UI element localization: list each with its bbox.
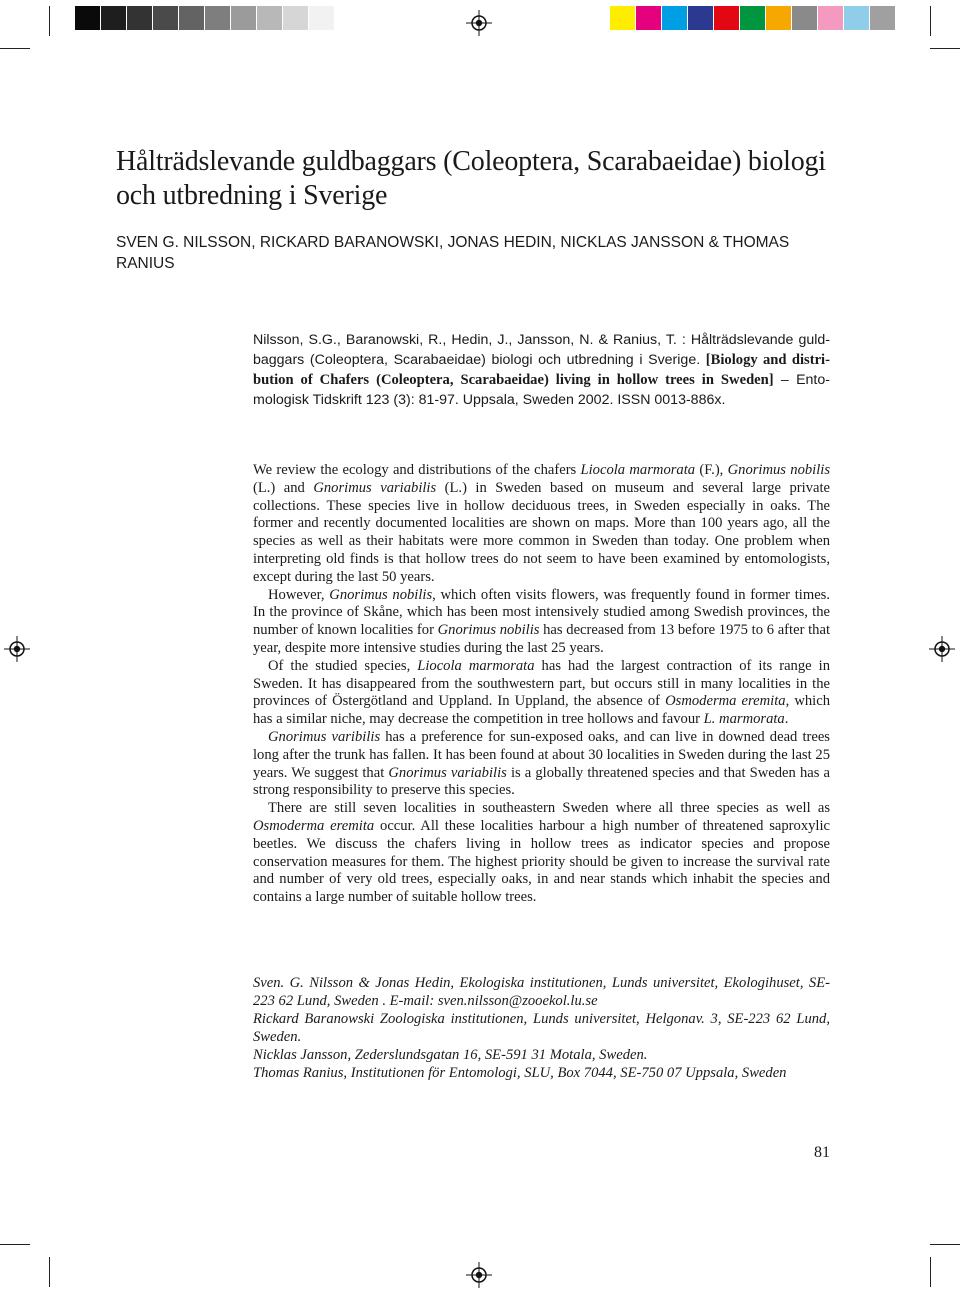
citation-journal: – Entomologisk Tidskrift 123 (3): 81-97. Uppsala, Sweden 2002. ISSN 0013-886x. — [253, 372, 830, 408]
crop-mark — [930, 1244, 960, 1245]
text-run: has a preference for sun-exposed oaks, and can live in downed dead trees long after the trunk has fallen. It has been found at about 30 localities in Sweden during the last 25 years. We suggest that — [253, 728, 830, 781]
author-affiliations — [253, 974, 830, 1082]
color-swatch — [309, 6, 335, 30]
species-name: Gnorimus varibilis — [268, 728, 381, 745]
text-run: . — [784, 711, 789, 728]
affiliation: Sven. G. Nilsson & Jonas Hedin, Ekologiska institutionen, Lunds universitet, Ekologihuset, SE-223 62 Lund, Sweden . E-mail: sven.nilsson@zooekol.lu.se — [253, 975, 830, 1009]
crop-mark — [930, 48, 960, 49]
color-swatch — [740, 6, 766, 30]
page-number: 81 — [814, 1144, 830, 1161]
crop-mark — [930, 1257, 931, 1287]
text-run: (L.) in Sweden based on museum and several large private collections. These species live in hollow deciduous trees, in Sweden especially in oaks. The former and recently documented localities are shown on maps. More than 100 years ago, all the species as well as their habitats were more common in Sweden than today. One problem when interpreting old finds is that hollow trees do not seem to have been examined by entomologists, except during the last 50 years. — [253, 479, 830, 585]
text-run: , which has a similar niche, may decrease the competition in tree hollows and favour — [253, 693, 830, 728]
text-run: (L.) and — [253, 479, 314, 496]
species-name: Osmoderma eremita — [253, 817, 375, 834]
affiliation: Nicklas Jansson, Zederslundsgatan 16, SE-591 31 Motala, Sweden. — [253, 1047, 648, 1063]
color-swatch — [101, 6, 127, 30]
color-swatch — [818, 6, 844, 30]
color-swatch — [179, 6, 205, 30]
affiliation: Thomas Ranius, Institutionen för Entomologi, SLU, Box 7044, SE-750 07 Uppsala, Sweden — [253, 1065, 787, 1081]
species-name: Liocola marmorata — [417, 657, 535, 674]
registration-mark-icon — [466, 1262, 492, 1288]
text-run: , which often visits flowers, was frequently found in former times. In the province of Skåne, which has been most intensively studied among Swedish provinces, the number of known localities for — [253, 586, 831, 639]
text-run: Of the studied species, — [268, 657, 418, 674]
species-name: Osmoderma eremita — [665, 693, 786, 710]
abstract-paragraph — [253, 587, 830, 658]
color-swatch — [257, 6, 283, 30]
abstract-paragraph — [253, 800, 830, 907]
color-swatch — [231, 6, 257, 30]
color-swatch — [714, 6, 740, 30]
registration-mark-icon — [4, 636, 30, 662]
registration-mark-icon — [929, 636, 955, 662]
citation-english-title: [Biology and distribution of Chafers (Coleoptera, Scarabaeidae) living in hollow trees in Sweden] — [253, 352, 830, 388]
grayscale-calibration-bar — [75, 6, 335, 30]
species-name: Gnorimus nobilis — [437, 622, 540, 639]
text-run: has decreased from 13 before 1975 to 6 after that year, despite more intensive studies during the last 25 years. — [253, 622, 831, 656]
species-name: Gnorimus nobilis — [727, 462, 831, 478]
citation-reference: Nilsson, S.G., Baranowski, R., Hedin, J., Jansson, N. & Ranius, T. : Hålträdslevande guldbaggars (Coleoptera, Scarabaeidae) biologi och utbredning i Sverige. — [253, 332, 830, 368]
color-swatch — [870, 6, 896, 30]
color-swatch — [610, 6, 636, 30]
color-swatch — [153, 6, 179, 30]
text-run: (F.), — [695, 462, 728, 478]
color-swatch — [75, 6, 101, 30]
text-run: There are still seven localities in southeastern Sweden where all three species as well as — [268, 800, 830, 817]
species-name: Gnorimus variabilis — [313, 479, 437, 496]
text-run: is a globally threatened species and that Sweden has a strong responsibility to preserve this species. — [253, 764, 830, 799]
crop-mark — [49, 6, 50, 36]
color-swatch — [127, 6, 153, 30]
crop-mark — [0, 1244, 30, 1245]
text-run: We review the ecology and distributions of the chafers — [253, 462, 581, 478]
abstract-paragraph — [253, 658, 830, 729]
color-swatch — [205, 6, 231, 30]
species-name: Gnorimus nobilis — [329, 586, 433, 603]
color-swatch — [688, 6, 714, 30]
abstract — [253, 462, 830, 907]
crop-mark — [930, 6, 931, 36]
registration-mark-icon — [466, 10, 492, 36]
crop-mark — [49, 1257, 50, 1287]
article-title: Hålträdslevande guldbaggars (Coleoptera, Scarabaeidae) biologi och utbredning i Sverige — [116, 146, 826, 211]
color-swatch — [844, 6, 870, 30]
color-swatch — [283, 6, 309, 30]
color-swatch — [662, 6, 688, 30]
color-swatch — [792, 6, 818, 30]
text-run: has had the largest contraction of its range in Sweden. It has disappeared from the southwestern part, but occurs still in many localities in the provinces of Östergötland and Uppland. In Uppland, the absence of — [253, 657, 830, 710]
abstract-paragraph — [253, 462, 830, 587]
text-run: However, — [268, 586, 330, 603]
citation-block — [253, 330, 830, 410]
abstract-paragraph — [253, 729, 830, 800]
color-swatch — [636, 6, 662, 30]
species-name: L. marmorata — [703, 711, 785, 728]
affiliation: Rickard Baranowski Zoologiska institutionen, Lunds universitet, Helgonav. 3, SE-223 62 Lund, Sweden. — [253, 1011, 830, 1045]
color-swatch — [766, 6, 792, 30]
text-run: occur. All these localities harbour a high number of threatened saproxylic beetles. We discuss the chafers living in hollow trees as indicator species and propose conservation measures for them. The highest priority should be given to increase the survival rate and number of very old trees, especially oaks, in and near stands which inhabit the species and contains a large number of suitable hollow trees. — [253, 817, 831, 906]
author-list: SVEN G. NILSSON, RICKARD BARANOWSKI, JONAS HEDIN, NICKLAS JANSSON & THOMAS RANIUS — [116, 234, 790, 272]
color-calibration-bar — [610, 6, 896, 30]
crop-mark — [0, 48, 30, 49]
species-name: Liocola marmorata — [580, 462, 696, 478]
species-name: Gnorimus variabilis — [388, 764, 507, 781]
